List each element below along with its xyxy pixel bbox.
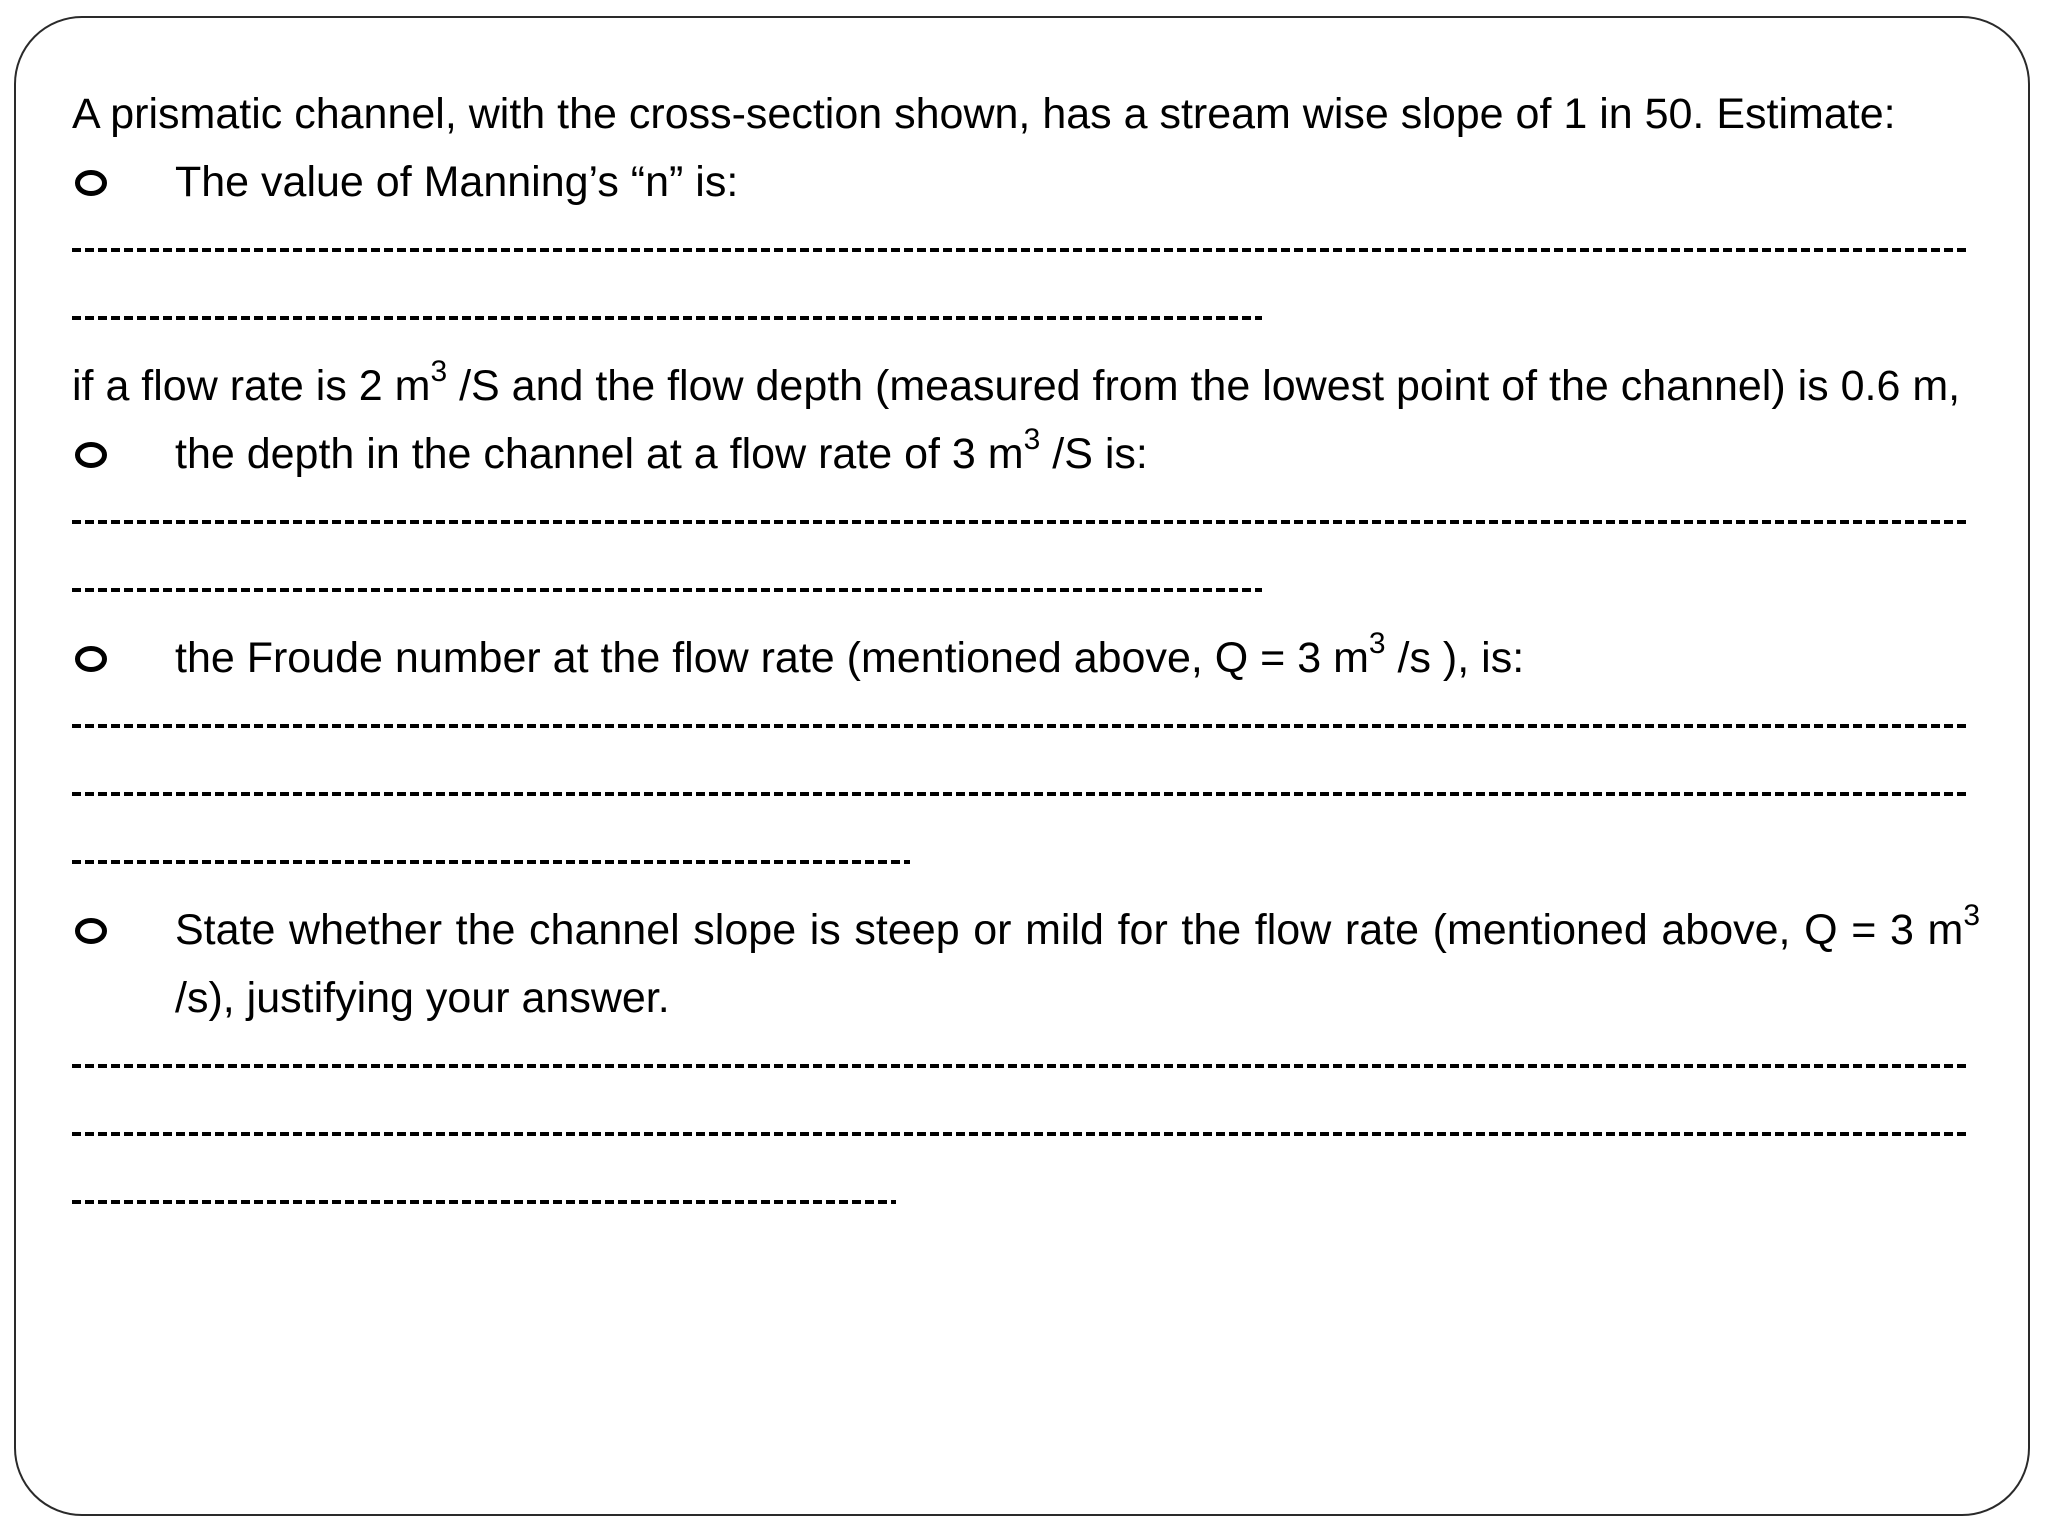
- answer-line[interactable]: [72, 1032, 1980, 1100]
- question-depth-pre: the depth in the channel at a flow rate of 3 m: [175, 430, 1024, 478]
- question-slope: [72, 896, 1980, 1032]
- superscript: 3: [1368, 626, 1386, 660]
- hollow-circle-bullet-icon: [74, 646, 108, 672]
- answer-line[interactable]: [72, 216, 1980, 284]
- hollow-circle-bullet-icon: [74, 918, 108, 944]
- question-manning-n-text: The value of Manning’s “n” is:: [175, 158, 739, 206]
- answer-line[interactable]: [72, 1168, 1980, 1236]
- answer-line[interactable]: [72, 692, 1980, 760]
- hollow-circle-bullet-icon: [74, 442, 108, 468]
- superscript: 3: [1023, 422, 1041, 456]
- question-manning-n: [72, 148, 1980, 216]
- superscript: 3: [1963, 898, 1980, 932]
- question-froude-post: /s ), is:: [1385, 634, 1525, 682]
- hollow-circle-bullet-icon: [74, 170, 108, 196]
- answer-line[interactable]: [72, 1100, 1980, 1168]
- answer-line[interactable]: [72, 828, 1980, 896]
- intro-text: A prismatic channel, with the cross-section shown, has a stream wise slope of 1 in 50. Estimate:: [72, 90, 1896, 138]
- question-depth: [72, 420, 1980, 488]
- answer-line[interactable]: [72, 760, 1980, 828]
- superscript: 3: [430, 354, 448, 388]
- answer-line[interactable]: [72, 556, 1980, 624]
- answer-line[interactable]: [72, 284, 1980, 352]
- question-froude-pre: the Froude number at the flow rate (mentioned above, Q = 3 m: [175, 634, 1369, 682]
- flow-condition-pre: if a flow rate is 2 m: [72, 362, 431, 410]
- question-froude: [72, 624, 1980, 692]
- question-depth-post: /S is:: [1040, 430, 1148, 478]
- question-slope-post: /s), justifying your answer.: [175, 974, 670, 1022]
- question-body: [72, 80, 1980, 1236]
- answer-line[interactable]: [72, 488, 1980, 556]
- question-slope-pre: State whether the channel slope is steep or mild for the flow rate (mentioned above, Q = 3 m: [175, 906, 1964, 954]
- flow-condition-text: [72, 352, 1980, 420]
- flow-condition-post: /S and the flow depth (measured from the lowest point of the channel) is 0.6 m,: [447, 362, 1961, 410]
